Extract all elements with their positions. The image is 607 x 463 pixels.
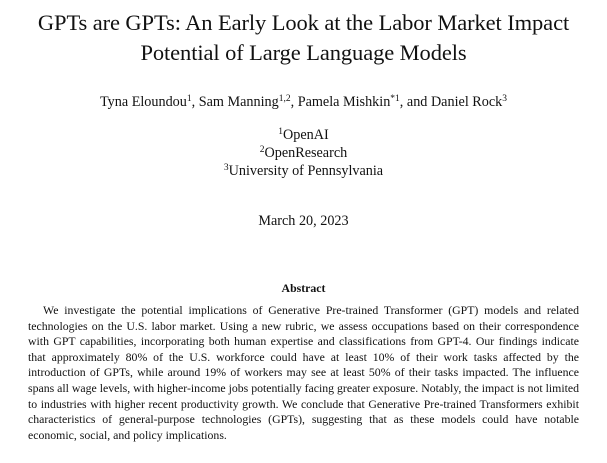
affiliation (0, 162, 607, 180)
author (199, 94, 291, 110)
affiliation-mark: 2 (259, 145, 265, 155)
affiliation-list (0, 126, 607, 180)
affiliation-name: OpenResearch (264, 145, 348, 161)
paper-title (0, 8, 607, 68)
author-affiliation-mark: 3 (502, 94, 507, 104)
author-list (0, 93, 607, 111)
author (100, 94, 192, 110)
title-line-1: GPTs are GPTs: An Early Look at the Labor Market Impact (37, 10, 570, 35)
affiliation-name: OpenAI (283, 127, 329, 143)
author-name: Tyna Eloundou (99, 94, 187, 110)
author-name: Daniel Rock (430, 94, 503, 110)
affiliation-name: University of Pennsylvania (228, 163, 384, 179)
author-affiliation-mark: *1 (390, 94, 400, 104)
affiliation-mark: 3 (223, 163, 229, 173)
author-name: Sam Manning (198, 94, 279, 110)
author (298, 94, 400, 110)
affiliation (0, 126, 607, 144)
author-separator: , (290, 94, 298, 110)
abstract-text: We investigate the potential implications of Generative Pre-trained Transformer (GPT) models and related technologies on the U.S. labor market. Using a new rubric, we assess occupations based on their correspondence with GPT capabilities, incorporating both human expertise and classifications from GPT-4. Our findings indicate that approximately 80% of the U.S. workforce could have at least 10% of their work tasks affected by the introduction of GPTs, while around 19% of workers may see at least 50% of their tasks impacted. The influence spans all wage levels, with higher-income jobs potentially facing greater exposure. Notably, the impact is not limited to industries with higher recent productivity growth. We conclude that Generative Pre-trained Transformers exhibit characteristics of general-purpose technologies (GPTs), suggesting that as these models could have notable economic, social, and policy implications. (28, 303, 580, 442)
author-name: Pamela Mishkin (297, 94, 391, 110)
author-separator: , and (399, 94, 431, 110)
affiliation (0, 144, 607, 162)
author (431, 94, 507, 110)
author-affiliation-mark: 1,2 (278, 94, 291, 104)
publication-date: March 20, 2023 (258, 213, 349, 229)
abstract-heading: Abstract (281, 281, 326, 295)
author-separator: , (191, 94, 199, 110)
affiliation-mark: 1 (278, 127, 284, 137)
author-affiliation-mark: 1 (186, 94, 192, 104)
title-line-2: Potential of Large Language Models (140, 40, 467, 65)
